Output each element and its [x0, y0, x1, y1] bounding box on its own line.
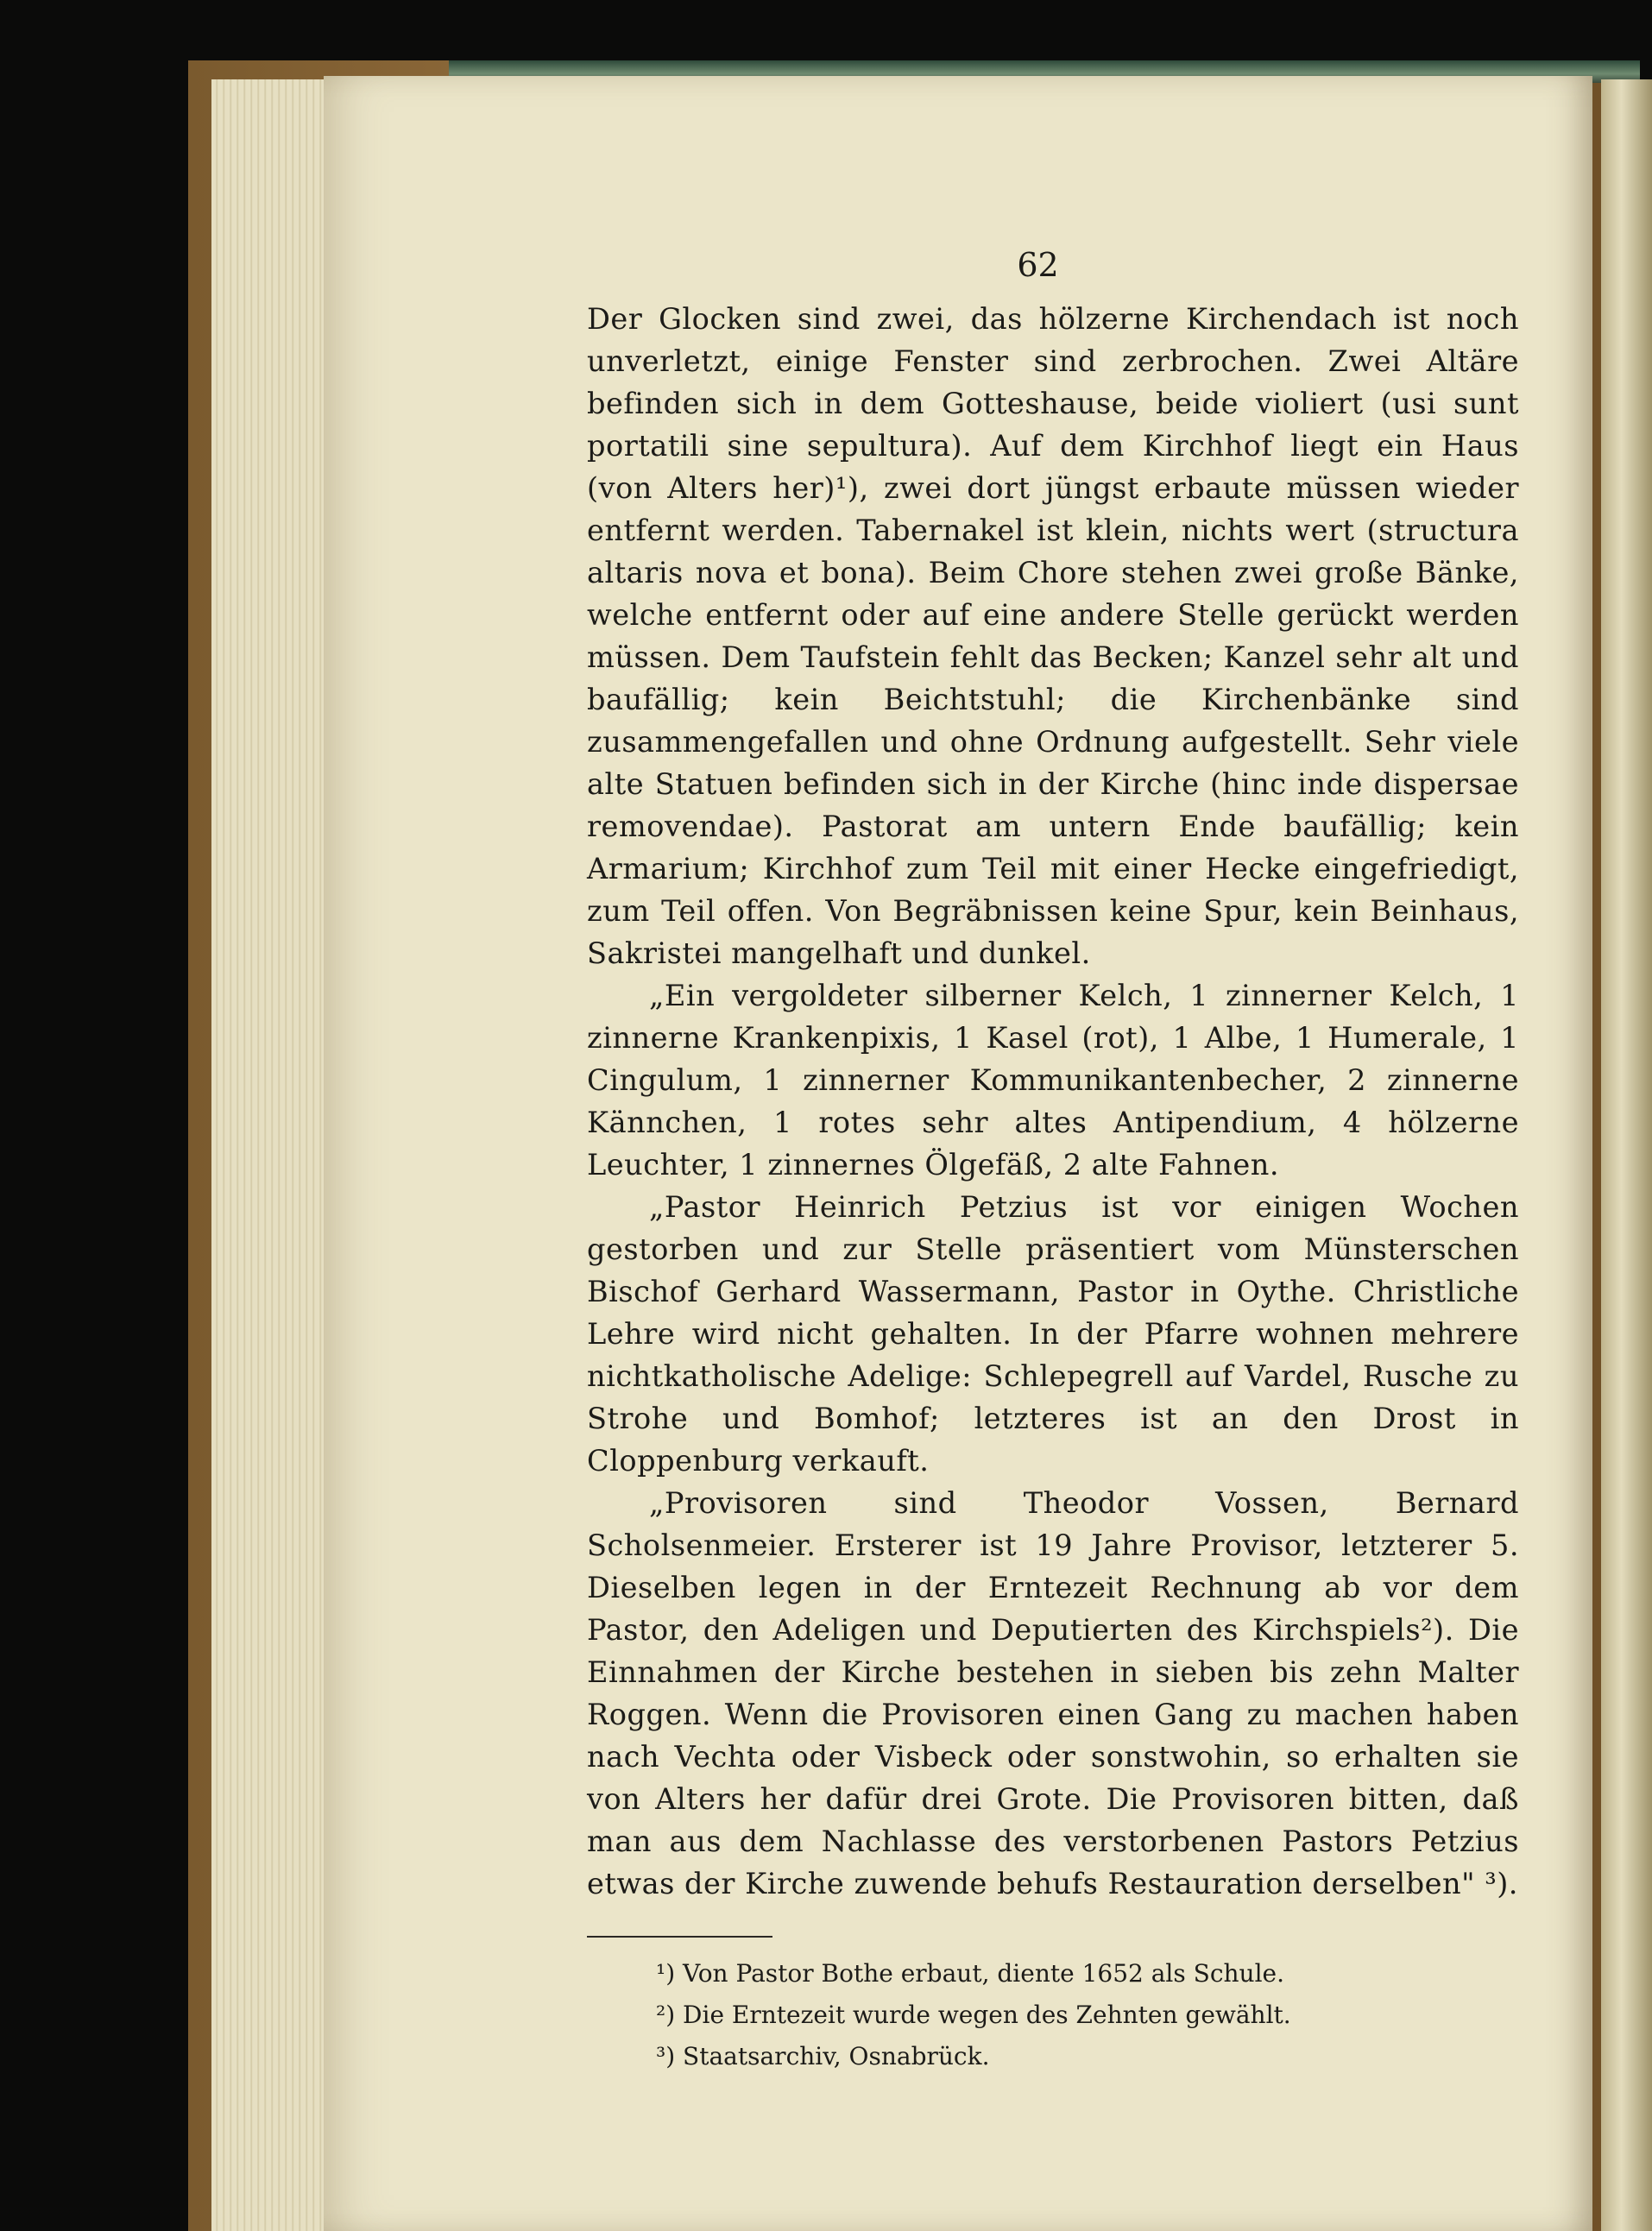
paragraph: Der Glocken sind zwei, das hölzerne Kirchendach ist noch unverletzt, einige Fenster sind zerbrochen. Zwei Altäre befinden sich in dem Gotteshause, beide violiert (usi sunt portatili sine sepultura). Auf dem Kirchhof liegt ein Haus (von Alters her)¹), zwei dort jüngst erbaute müssen wieder entfernt werden. Tabernakel ist klein, nichts wert (structura altaris nova et bona). Beim Chore stehen zwei große Bänke, welche entfernt oder auf eine andere Stelle gerückt werden müssen. Dem Taufstein fehlt das Becken; Kanzel sehr alt und baufällig; kein Beichtstuhl; die Kirchenbänke sind zusammengefallen und ohne Ordnung aufgestellt. Sehr viele alte Statuen befinden sich in der Kirche (hinc inde dispersae removendae). Pastorat am untern Ende baufällig; kein Armarium; Kirchhof zum Teil mit einer Hecke eingefriedigt, zum Teil offen. Von Begräbnissen keine Spur, kein Beinhaus, Sakristei mangelhaft und dunkel. — [587, 302, 1519, 970]
book-gutter — [1601, 79, 1652, 2231]
footnote: ²) Die Erntezeit wurde wegen des Zehnten gewählt. — [656, 2001, 1291, 2029]
page-content — [587, 246, 1519, 2077]
page-edges — [211, 79, 337, 2231]
footnote: ³) Staatsarchiv, Osnabrück. — [656, 2042, 990, 2070]
paragraph: „Provisoren sind Theodor Vossen, Bernard Scholsenmeier. Ersterer ist 19 Jahre Provisor, letzterer 5. Dieselben legen in der Erntezeit Rechnung ab vor dem Pastor, den Adeligen und Deputierten des Kirchspiels²). Die Einnahmen der Kirche bestehen in sieben bis zehn Malter Roggen. Wenn die Provisoren einen Gang zu machen haben nach Vechta oder Visbeck oder sonstwohin, so erhalten sie von Alters her dafür drei Grote. Die Provisoren bitten, daß man aus dem Nachlasse des verstorbenen Pastors Petzius etwas der Kirche zuwende behufs Restauration derselben" ³). — [587, 1486, 1519, 1900]
paragraph: „Ein vergoldeter silberner Kelch, 1 zinnerner Kelch, 1 zinnerne Krankenpixis, 1 Kasel (rot), 1 Albe, 1 Humerale, 1 Cingulum, 1 zinnerner Kommunikantenbecher, 2 zinnerne Kännchen, 1 rotes sehr altes Antipendium, 4 hölzerne Leuchter, 1 zinnernes Ölgefäß, 2 alte Fahnen. — [587, 979, 1519, 1182]
paragraph: „Pastor Heinrich Petzius ist vor einigen Wochen gestorben und zur Stelle präsentiert vom Münsterschen Bischof Gerhard Wassermann, Pastor in Oythe. Christliche Lehre wird nicht gehalten. In der Pfarre wohnen mehrere nichtkatholische Adelige: Schlepegrell auf Vardel, Rusche zu Strohe und Bomhof; letzteres ist an den Drost in Cloppenburg verkauft. — [587, 1190, 1519, 1478]
page-number: 62 — [1017, 246, 1059, 284]
footnote-separator — [587, 1936, 772, 1938]
footnote: ¹) Von Pastor Bothe erbaut, diente 1652 als Schule. — [656, 1959, 1285, 1988]
